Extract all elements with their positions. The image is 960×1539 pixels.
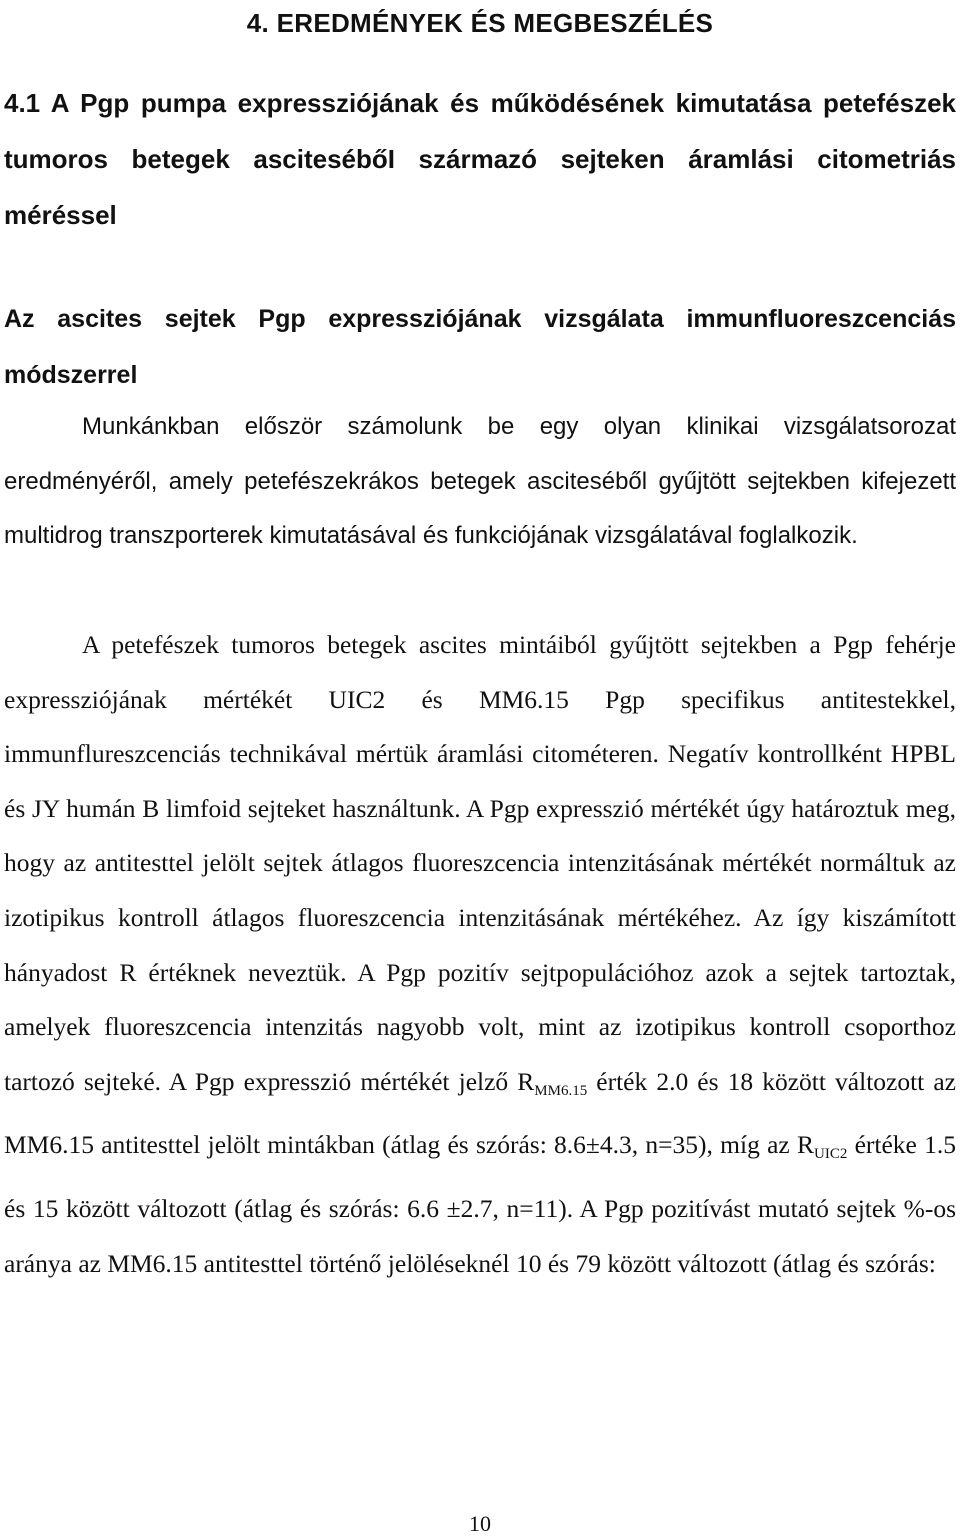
page-number: 10 bbox=[469, 1511, 491, 1536]
chapter-heading: 4. EREDMÉNYEK ÉS MEGBESZÉLÉS bbox=[246, 8, 714, 38]
subsection-title: Az ascites sejtek Pgp expressziójának vizsgálata immunfluoreszcenciás módszerrel bbox=[4, 305, 956, 389]
paragraph-results bbox=[4, 618, 956, 1291]
section-title: 4.1 A Pgp pumpa expressziójának és működésének kimutatása petefészek tumoros betegek ascitesébőI származó sejteken áramlási citometriás méréssel bbox=[4, 88, 956, 230]
paragraph-results-text-3: értéke 1.5 és 15 között változott (átlag és szórás: 6.6 ±2.7, n=11). A Pgp pozitívást mutató sejtek %-os aránya az MM6.15 antitesttel történő jelöléseknél 10 és 79 között változott (átlag és szórás: bbox=[4, 1130, 957, 1278]
subscript-uic2: UIC2 bbox=[814, 1146, 848, 1163]
paragraph-results-text-2: érték 2.0 és 18 között változott az MM6.15 antitesttel jelölt mintákban (átlag és szórás: 8.6±4.3, n=35), míg az R bbox=[4, 1066, 956, 1160]
paragraph-intro: Munkánkban először számolunk be egy olyan klinikai vizsgálatsorozat eredményéről, amely petefészekrákos betegek asciteséből gyűjtött sejtekben kifejezett multidrog transzporterek kimutatásával és funkciójának vizsgálatával foglalkozik. bbox=[4, 413, 956, 550]
subscript-mm615: MM6.15 bbox=[534, 1082, 588, 1099]
paragraph-results-text-1: A petefészek tumoros betegek ascites mintáiból gyűjtött sejtekben a Pgp fehérje expressziójának mértékét UIC2 és MM6.15 Pgp specifikus antitestekkel, immunflureszcenciás technikával mértük áramlási citométeren. Negatív kontrollként HPBL és JY humán B limfoid sejteket használtunk. A Pgp expresszió mértékét úgy határoztuk meg, hogy az antitesttel jelölt sejtek átlagos fluoreszcencia intenzitásának mértékét normáltuk az izotipikus kontroll átlagos fluoreszcencia intenzitásának mértékéhez. Az így kiszámított hányadost R értéknek neveztük. A Pgp pozitív sejtpopulációhoz azok a sejtek tartoztak, amelyek fluoreszcencia intenzitás nagyobb volt, mint az izotipikus kontroll csoporthoz tartozó sejteké. A Pgp expresszió mértékét jelző R bbox=[4, 630, 956, 1096]
